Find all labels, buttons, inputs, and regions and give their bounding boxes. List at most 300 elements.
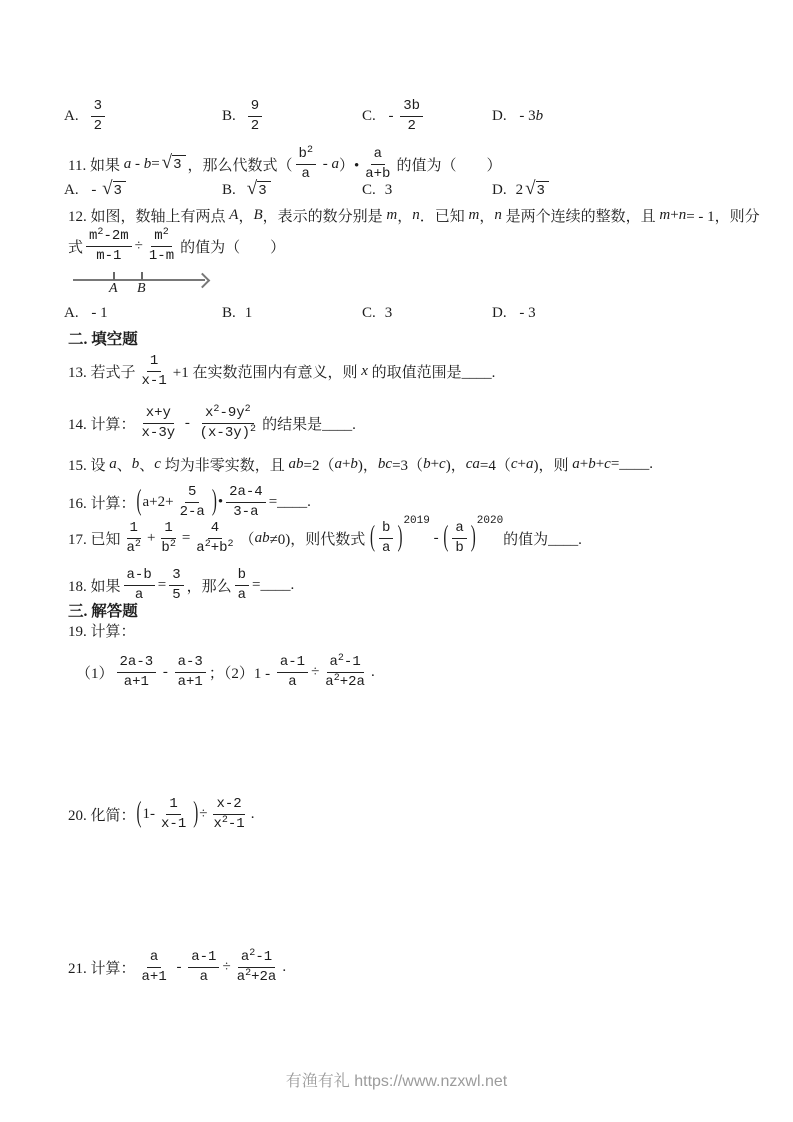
italic-variable: a [109, 455, 117, 472]
italic-variable: c [154, 455, 161, 472]
text-run: 2 [93, 117, 102, 134]
q19-parts [76, 644, 375, 700]
numberline-arrowhead [195, 273, 211, 289]
fraction [277, 654, 308, 691]
text-run: a+b [365, 165, 391, 182]
radical [102, 177, 126, 200]
text-run: . [370, 663, 375, 680]
option-A [64, 178, 128, 202]
denominator [452, 539, 466, 557]
text-run: 3 [172, 566, 181, 583]
fraction [117, 654, 157, 691]
numerator [213, 796, 244, 815]
text-run: b [382, 519, 391, 536]
option-C [362, 95, 426, 137]
footer-watermark: 有渔有礼 https://www.nzxwl.net [285, 1073, 508, 1090]
fraction [169, 567, 183, 604]
option-C [362, 303, 392, 323]
q11-question [68, 141, 501, 187]
fraction [379, 520, 393, 557]
text-run: x [213, 815, 222, 832]
superscript: 2 [337, 652, 344, 664]
text-run: ≠0)，则代数式 [269, 531, 370, 548]
denominator [146, 247, 177, 265]
italic-variable: bc [377, 455, 393, 472]
text-run: a [196, 539, 205, 556]
denominator [379, 539, 393, 557]
text-run: 是两个连续的整数，且 [501, 208, 660, 225]
italic-variable: m [659, 206, 671, 223]
text-run: ．已知 [419, 208, 469, 225]
text-run: + [146, 529, 156, 546]
text-run: + [595, 455, 605, 472]
denominator [248, 117, 262, 135]
text-run: 1 [149, 352, 159, 369]
point-label-b: B [137, 281, 146, 296]
denominator [234, 968, 280, 986]
denominator [175, 673, 206, 691]
text-run: b [237, 566, 247, 583]
radical [525, 177, 549, 200]
option-D [492, 303, 536, 323]
text-run: a-b [126, 566, 152, 583]
text-run: x-1 [161, 815, 187, 832]
q15-question [68, 454, 653, 474]
text-run: m [89, 227, 98, 244]
text-run: - [429, 529, 443, 546]
text-run: - [159, 663, 172, 680]
radical-sign: √ [102, 177, 113, 199]
denominator [169, 586, 183, 604]
numerator [202, 405, 254, 424]
text-run: a [237, 586, 247, 603]
superscript: 2 [169, 538, 176, 550]
numerator [124, 567, 155, 586]
text-run: 16. 计算： [68, 495, 136, 512]
text-run: = - 1，则分 [686, 208, 760, 225]
fraction [146, 228, 177, 265]
text-run: 的值为____. [503, 531, 582, 548]
denominator [210, 815, 247, 833]
text-run: )， [357, 457, 378, 474]
text-run: - [131, 155, 144, 172]
text-run: 3-a [233, 503, 259, 520]
italic-variable: n [678, 206, 687, 223]
text-run: 、 [116, 457, 132, 474]
q12-question-line2 [68, 224, 285, 268]
text-run: 15. 设 [68, 457, 110, 474]
text-run: 13. 若式子 [68, 364, 136, 381]
numerator [188, 949, 219, 968]
italic-variable: n [494, 206, 502, 223]
denominator [124, 539, 144, 557]
numerator [379, 520, 393, 539]
italic-variable: b [535, 107, 544, 124]
fraction [322, 654, 368, 691]
superscript: 2 [245, 967, 252, 979]
text-run: 式 [68, 239, 84, 256]
text-run: b [455, 539, 464, 556]
text-run: 、 [139, 457, 155, 474]
text-run: (x-3y) [199, 424, 251, 441]
option-label: B. [222, 304, 236, 321]
text-run: a-1 [191, 948, 217, 965]
option-B [222, 95, 265, 137]
text-run: ，那么 [186, 578, 232, 595]
text-run: = [157, 576, 167, 593]
option-label: B. [222, 181, 236, 198]
fraction [91, 98, 105, 135]
superscript: 2 [333, 672, 340, 684]
numerator [151, 228, 171, 247]
q13-question [68, 349, 495, 393]
text-run: 1 [169, 795, 178, 812]
fraction [158, 520, 178, 557]
text-run: - 3 [515, 304, 536, 321]
denominator [93, 247, 124, 265]
fraction [124, 520, 144, 557]
text-run: 2 [407, 117, 416, 134]
numerator [91, 98, 105, 117]
text-run: - [181, 414, 194, 431]
text-run: + [430, 455, 440, 472]
text-run: + [670, 206, 679, 223]
option-A [64, 95, 108, 137]
superscript: 2 [249, 947, 256, 959]
text-run: 21. 计算： [68, 960, 136, 977]
option-label: A. [64, 181, 79, 198]
tall-paren: ( [370, 521, 376, 553]
text-run: =3（ [392, 457, 424, 474]
option-label: C. [362, 107, 376, 124]
text-run: - 1 [87, 304, 108, 321]
numerator [143, 405, 174, 424]
radicand: 3 [536, 181, 549, 200]
radicand: 3 [257, 181, 270, 200]
text-run: a [288, 673, 297, 690]
text-run: x+y [145, 404, 171, 421]
fraction [193, 520, 236, 557]
denominator [285, 673, 299, 691]
option-D [492, 95, 543, 137]
text-run: 19. 计算： [68, 623, 136, 640]
text-run: =____. [252, 576, 295, 593]
text-run: 18. 如果 [68, 578, 121, 595]
text-run: +1 在实数范围内有意义，则 [172, 364, 362, 381]
radical-sign: √ [525, 177, 536, 199]
text-run: ÷ [311, 663, 320, 680]
tall-paren: ) [211, 485, 217, 517]
text-run: - 3 [515, 107, 536, 124]
text-run: • [217, 493, 224, 510]
italic-variable: ab [254, 529, 270, 546]
italic-variable: c [439, 455, 446, 472]
tall-paren: ) [397, 521, 403, 553]
denominator [322, 673, 368, 691]
text-run: a [382, 539, 391, 556]
text-run: + [341, 455, 351, 472]
text-run: 3 [93, 97, 102, 114]
text-run: 11. 如果 [68, 157, 124, 174]
denominator [197, 424, 259, 442]
text-run: 的取值范围是____. [367, 364, 496, 381]
fraction [362, 146, 393, 183]
point-label-a: A [109, 281, 118, 296]
superscript: 2 [221, 814, 228, 826]
tick-b [141, 272, 143, 280]
q19-label [68, 620, 136, 640]
text-run: 的结果是____. [262, 416, 356, 433]
text-run: 1 [129, 519, 138, 536]
denominator [139, 424, 179, 442]
text-run: -1 [227, 815, 245, 832]
radical-sign: √ [161, 151, 173, 173]
text-run: 5 [188, 483, 197, 500]
text-run: 的值为（ ） [396, 157, 502, 174]
text-run: ，那么代数式（ [187, 157, 293, 174]
numerator [327, 654, 364, 673]
section-fill-in [68, 328, 138, 348]
text-run: - [318, 155, 332, 172]
numerator [117, 654, 157, 673]
text-run: ， [238, 208, 254, 225]
text-run: ）• [338, 157, 360, 174]
text-run: 4 [210, 519, 220, 536]
option-label: D. [492, 304, 507, 321]
option-B [222, 178, 273, 202]
numerator [248, 98, 262, 117]
text-run: -9y [219, 404, 245, 421]
numerator [147, 353, 161, 372]
denominator [121, 673, 152, 691]
text-run: )，则 [533, 457, 573, 474]
text-run: ÷ [222, 958, 231, 975]
fraction [124, 567, 155, 604]
option-label: D. [492, 181, 507, 198]
text-run: ÷ [199, 805, 208, 822]
text-run: =2（ [303, 457, 335, 474]
text-run: x-1 [141, 372, 167, 389]
superscript: 2 [97, 226, 104, 238]
fraction [248, 98, 262, 135]
text-run: a-3 [177, 653, 203, 670]
tall-paren: ) [193, 797, 199, 829]
text-run: 17. 已知 [68, 531, 121, 548]
option-C [362, 178, 392, 202]
text-run: （ [239, 531, 255, 548]
text-run: a [236, 968, 246, 985]
numerator [169, 567, 183, 586]
fraction [235, 567, 249, 604]
italic-variable: c [604, 455, 611, 472]
tall-paren: ( [136, 797, 142, 829]
fraction [188, 949, 219, 986]
denominator [139, 968, 170, 986]
text-run: 20. 化简： [68, 807, 136, 824]
denominator [235, 586, 249, 604]
text-run: a [325, 673, 334, 690]
fraction [175, 654, 206, 691]
text-run: -2m [103, 227, 129, 244]
text-run: = [151, 155, 160, 172]
superscript: 2 [213, 403, 220, 415]
fraction [296, 146, 316, 183]
italic-variable: A [229, 206, 239, 223]
tall-paren: ) [470, 521, 476, 553]
italic-variable: ca [465, 455, 480, 472]
italic-variable: n [412, 206, 420, 223]
superscript: 2 [134, 538, 141, 550]
text-run: b [161, 539, 170, 556]
text-run: 均为非零实数，且 [160, 457, 289, 474]
option-label: C. [362, 181, 376, 198]
text-run: a+1 [123, 673, 149, 690]
numerator [277, 654, 308, 673]
text-run: a [373, 145, 383, 162]
numerator [400, 98, 423, 117]
italic-variable: m [386, 206, 398, 223]
text-run: a [301, 165, 310, 182]
italic-variable: a [123, 155, 132, 172]
text-run: ；（2）1 - [208, 665, 274, 682]
text-run: a [126, 539, 135, 556]
denominator [197, 968, 211, 986]
superscript: 2 [204, 538, 211, 550]
option-A [64, 303, 108, 323]
text-run: ，表示的数分别是 [262, 208, 387, 225]
numerator [147, 949, 161, 968]
denominator [158, 815, 189, 833]
superscript: 2 [227, 538, 234, 550]
radical [161, 151, 186, 174]
text-run: a [240, 948, 250, 965]
text-run: )， [445, 457, 466, 474]
text-run: a+1 [177, 673, 203, 690]
q21-question [68, 938, 286, 996]
text-run: + [579, 455, 589, 472]
italic-variable: B [253, 206, 263, 223]
text-run: x-3y [141, 424, 176, 441]
numerator [166, 796, 180, 815]
text-run: 1-m [148, 247, 175, 264]
option-label: A. [64, 107, 79, 124]
text-run: b [298, 145, 307, 162]
text-run: 9 [250, 97, 260, 114]
text-run: a-1 [279, 653, 306, 670]
denominator [404, 117, 418, 135]
text-run: 2-a [179, 503, 205, 520]
text-run: . [282, 958, 287, 975]
fraction [452, 520, 466, 557]
text-run: +2a [339, 673, 365, 690]
text-run: a [199, 968, 209, 985]
numerator [175, 654, 206, 673]
numerator [238, 949, 275, 968]
radicand: 3 [113, 181, 126, 200]
text-run: +b [210, 539, 228, 556]
text-run: a [149, 948, 159, 965]
q17-question [68, 512, 582, 564]
text-run: 3b [403, 97, 421, 114]
italic-variable: b [350, 455, 358, 472]
italic-variable: b [143, 155, 152, 172]
numerator [452, 520, 466, 539]
radical-sign: √ [246, 177, 258, 199]
radical [246, 177, 271, 200]
fraction [86, 228, 132, 265]
text-run: +2a [251, 968, 277, 985]
text-run: 3 [384, 181, 393, 198]
option-D [492, 178, 551, 202]
text-run: 5 [172, 586, 181, 603]
text-run: 1 [244, 304, 253, 321]
text-run: ， [397, 208, 413, 225]
fraction [139, 353, 170, 390]
numerator [208, 520, 222, 539]
text-run: （1） [76, 665, 114, 682]
italic-variable: a [331, 155, 339, 172]
q14-question [68, 398, 356, 448]
italic-variable: a [334, 455, 342, 472]
numerator [235, 567, 249, 586]
italic-variable: m [468, 206, 480, 223]
text-run: a [329, 653, 338, 670]
fraction [139, 949, 170, 986]
superscript: 2020 [476, 515, 504, 527]
denominator [139, 372, 170, 390]
option-label: D. [492, 107, 507, 124]
text-run: 的值为（ ） [180, 239, 286, 256]
text-run: 14. 计算： [68, 416, 136, 433]
option-label: C. [362, 304, 376, 321]
radicand: 3 [172, 155, 185, 174]
numerator [86, 228, 132, 247]
italic-variable: b [423, 455, 431, 472]
denominator [299, 165, 313, 183]
text-run: = [181, 529, 191, 546]
denominator [91, 117, 105, 135]
numerator [296, 146, 316, 165]
superscript: 2 [162, 226, 169, 238]
text-run: - [172, 958, 186, 975]
text-run: =____. [610, 455, 654, 472]
q20-question [68, 788, 254, 840]
text-run: x [205, 404, 214, 421]
text-run: m-1 [96, 247, 122, 264]
denominator [193, 539, 236, 557]
numerator [161, 520, 175, 539]
tick-a [113, 272, 115, 280]
italic-variable: x [361, 362, 368, 379]
text-run: x-2 [216, 795, 242, 812]
fraction [158, 796, 189, 833]
italic-variable: b [588, 455, 596, 472]
italic-variable: a [572, 455, 580, 472]
tall-paren: ( [443, 521, 449, 553]
text-run: 1 [164, 519, 173, 536]
q12-question-line1 [68, 205, 760, 225]
text-run: m [154, 227, 163, 244]
text-run: + [517, 455, 526, 472]
text-run: 三. 解答题 [68, 603, 138, 620]
fraction [234, 949, 280, 986]
numerator [185, 484, 199, 503]
text-run: 3 [384, 304, 393, 321]
fraction [400, 98, 423, 135]
option-B [222, 303, 252, 323]
text-run: =4（ [479, 457, 511, 474]
numerator [127, 520, 141, 539]
